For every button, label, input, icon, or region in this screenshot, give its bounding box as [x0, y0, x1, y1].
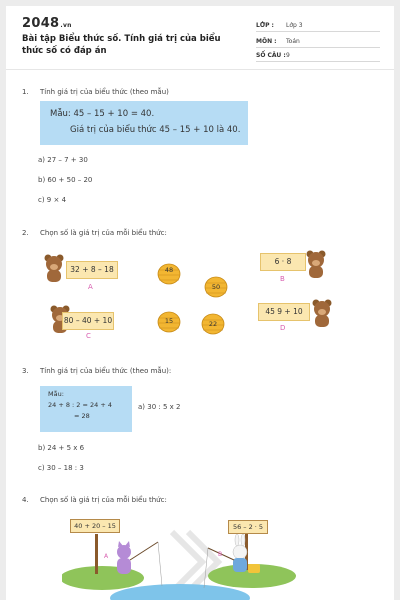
- hive-number: 15: [164, 317, 174, 325]
- expression-card-a: 32 + 8 – 18: [66, 261, 118, 279]
- bear-illustration: [304, 249, 328, 279]
- question-4: [22, 496, 167, 504]
- site-logo[interactable]: [22, 16, 72, 31]
- picture-label: B: [218, 551, 223, 558]
- info-value: 9: [286, 52, 290, 59]
- answer-item: a) 27 – 7 + 30: [38, 156, 88, 164]
- info-key: MÔN :: [256, 38, 277, 45]
- answer-item: b) 24 + 5 x 6: [38, 444, 85, 452]
- question-number: 2.: [22, 229, 29, 237]
- sample-line: Mẫu: 45 – 15 + 10 = 40.: [50, 109, 155, 119]
- expression-card-b: 6 · 8: [260, 253, 306, 271]
- answer-item: c) 30 – 18 : 3: [38, 464, 84, 472]
- answer-item: a) 30 : 5 x 2: [138, 403, 181, 411]
- answer-item: c) 9 × 4: [38, 196, 67, 204]
- expression-card-c: 80 – 40 + 10: [62, 312, 114, 330]
- question-number: 1.: [22, 88, 29, 96]
- card-label: B: [280, 275, 285, 283]
- question-prompt: Chọn số là giá trị của mỗi biểu thức:: [40, 496, 167, 504]
- page-title: Bài tập Biểu thức số. Tính giá trị của biểu thức số có đáp án: [22, 34, 221, 56]
- info-key: LỚP :: [256, 22, 274, 29]
- logo-suffix: .vn: [60, 22, 72, 29]
- picture-label: A: [104, 553, 109, 560]
- card-label: D: [280, 324, 286, 332]
- info-row-subject: [256, 34, 380, 48]
- question-prompt: Tính giá trị của biểu thức (theo mẫu): [40, 88, 169, 96]
- hive-number: 22: [208, 320, 218, 328]
- logo-text: 2048: [22, 16, 60, 31]
- worksheet-page: [6, 6, 394, 600]
- question-prompt: Tính giá trị của biểu thức (theo mẫu):: [40, 367, 172, 375]
- question-2: [22, 229, 167, 237]
- question-prompt: Chọn số là giá trị của mỗi biểu thức:: [40, 229, 167, 237]
- sample-box-1: [40, 101, 248, 145]
- question-number: 4.: [22, 496, 29, 504]
- sign-expression-a: 40 + 20 – 15: [70, 519, 120, 533]
- info-row-class: [256, 18, 380, 32]
- header-divider: [6, 69, 394, 70]
- bear-illustration: [42, 253, 66, 283]
- hive-number: 48: [164, 266, 174, 274]
- answer-item: b) 60 + 50 – 20: [38, 176, 93, 184]
- card-label: C: [86, 332, 91, 340]
- sample-line: = 28: [74, 412, 90, 420]
- info-row-count: [256, 48, 380, 62]
- sample-line: Giá trị của biểu thức 45 – 15 + 10 là 40.: [70, 125, 241, 135]
- sample-line: 24 + 8 : 2 = 24 + 4: [48, 401, 113, 409]
- hive-number: 50: [211, 283, 221, 291]
- info-key: SỐ CÂU :: [256, 52, 286, 59]
- sample-title: Mẫu:: [48, 390, 64, 398]
- question-1: [22, 88, 169, 96]
- expression-card-d: 45 9 + 10: [258, 303, 310, 321]
- sign-expression-b: 56 – 2 · 5: [228, 520, 268, 534]
- sample-box-3: [40, 386, 132, 432]
- info-value: Toán: [286, 38, 300, 45]
- question-number: 3.: [22, 367, 29, 375]
- card-label: A: [88, 283, 93, 291]
- info-value: Lớp 3: [286, 22, 303, 29]
- question-3: [22, 367, 171, 375]
- bear-illustration: [310, 298, 334, 328]
